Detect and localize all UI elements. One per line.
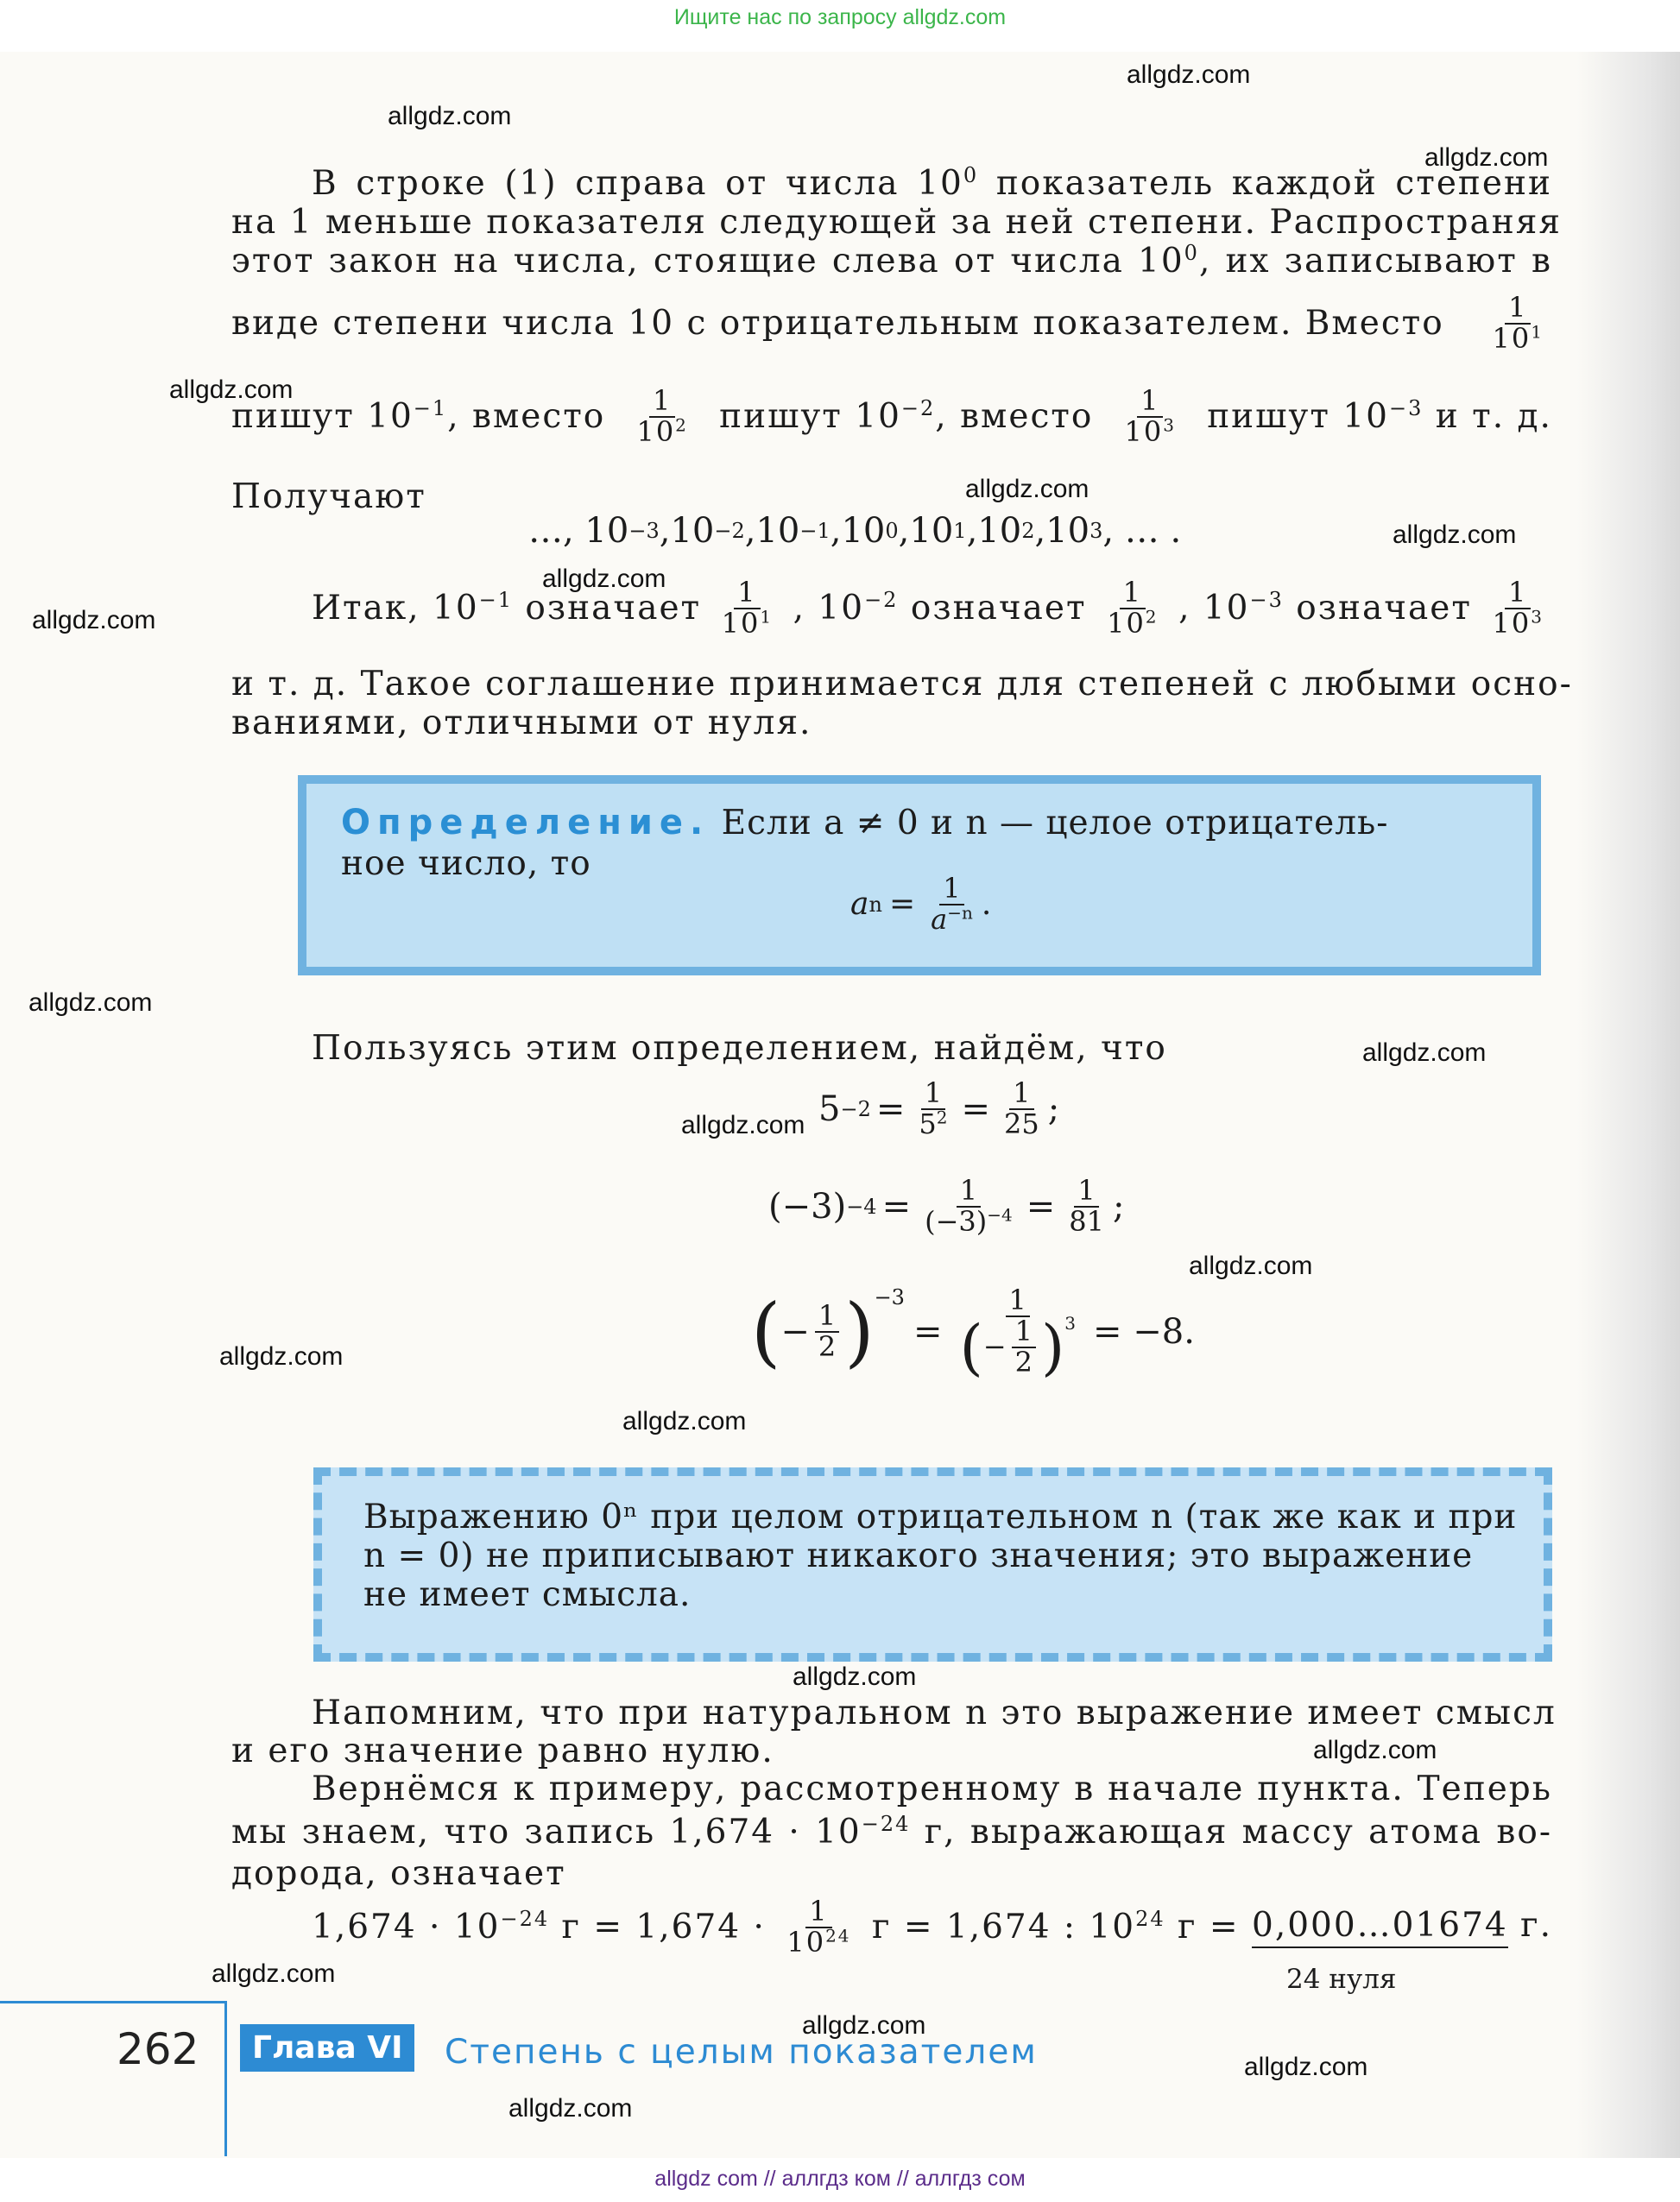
watermark[interactable]: allgdz.com (793, 1663, 917, 1691)
bottom-banner[interactable]: allgdz com // аллгдз ком // аллгдз сом (654, 2167, 1026, 2191)
paragraph-line: Напомним, что при натуральном n это выражение имеет смысл (312, 1694, 1557, 1732)
watermark[interactable]: allgdz.com (1362, 1038, 1487, 1067)
note-text: n = 0) не приписывают никакого значения; это выражение (363, 1536, 1474, 1575)
footer-rule (224, 2001, 227, 2156)
watermark[interactable]: allgdz.com (681, 1111, 805, 1139)
footer-rule (0, 2001, 226, 2003)
paragraph-line: Пользуясь этим определением, найдём, что (312, 1029, 1167, 1068)
watermark[interactable]: allgdz.com (542, 565, 666, 593)
mass-formula: $1,674 \cdot 10^{-24}$ г = 1,674 · $\frac{1}{10^{24}}$ г = 1,674 : $10^{24}$ г = 0,000…01674 г. (312, 1895, 1552, 1959)
watermark[interactable]: allgdz.com (1424, 143, 1549, 172)
paragraph-line: на 1 меньше показателя следующей за ней степени. Распространяя (231, 203, 1562, 242)
fraction: $\frac{1}{10^3}$ (1492, 576, 1544, 640)
paragraph-line: мы знаем, что запись $1,674 \cdot 10^{-24}$ г, выражающая массу атома во- (231, 1812, 1552, 1852)
note-text: не имеет смысла. (363, 1575, 692, 1614)
definition-formula: a n = $\frac{1}{a^{-n}}$ . (850, 872, 992, 936)
watermark[interactable]: allgdz.com (212, 1959, 336, 1988)
definition-text: ное число, то (341, 844, 591, 883)
power-sequence: …, 10 −3 , 10 −2 , 10 −1 , 10 0 , 10 1 , 10 2 , 10 3 , … . (528, 511, 1182, 551)
definition-title: Определение. (341, 803, 711, 842)
fraction: $\frac{1}{10^3}$ (1124, 384, 1176, 448)
chapter-title: Степень с целым показателем (445, 2033, 1038, 2072)
fraction: $\frac{1}{10^1}$ (1492, 291, 1544, 355)
watermark[interactable]: allgdz.com (1127, 60, 1251, 89)
definition-box (298, 775, 1541, 975)
example-formula: ( − $\frac{1}{2}$ ) $^{-3}$ = 1 ( − $\frac{1}{2}$ ) $^3$ = −8. (751, 1284, 1195, 1383)
paragraph-line: этот закон на числа, стоящие слева от числа $10^0$, их записывают в (231, 241, 1552, 281)
paragraph-line: и его значение равно нулю. (231, 1732, 774, 1770)
top-banner[interactable]: Ищите нас по запросу allgdz.com (673, 5, 1007, 29)
watermark[interactable]: allgdz.com (508, 2094, 633, 2123)
fraction: $\frac{1}{10^1}$ (721, 576, 774, 640)
brace-label: 24 нуля (1286, 1964, 1397, 1995)
example-formula: 5 −2 = $\frac{1}{5^2}$ = $\frac{1}{25}$ ; (818, 1076, 1060, 1140)
chapter-label: Глава VI (240, 2024, 414, 2072)
watermark[interactable]: allgdz.com (219, 1342, 344, 1371)
note-text: Выражению 0ⁿ при целом отрицательном n (так же как и при (363, 1498, 1518, 1536)
watermark[interactable]: allgdz.com (965, 475, 1089, 503)
watermark[interactable]: allgdz.com (1393, 521, 1517, 549)
watermark[interactable]: allgdz.com (1244, 2053, 1368, 2081)
definition-text: Определение. Если a ≠ 0 и n — целое отрицатель- (341, 803, 1389, 842)
paragraph-line: виде степени числа 10 с отрицательным показателем. Вместо $\frac{1}{10^1}$ (231, 293, 1552, 353)
paragraph-line: и т. д. Такое соглашение принимается для степеней с любыми осно- (231, 665, 1573, 704)
watermark[interactable]: allgdz.com (802, 2011, 926, 2040)
paragraph-line: Получают (231, 477, 426, 516)
paragraph-line: В строке (1) справа от числа $10^0$ показатель каждой степени (312, 163, 1552, 203)
watermark[interactable]: allgdz.com (32, 606, 156, 634)
paragraph-line: дорода, означает (231, 1854, 566, 1893)
watermark[interactable]: allgdz.com (622, 1407, 747, 1435)
mass-result: 0,000…01674 (1252, 1906, 1508, 1948)
fraction: $\frac{1}{10^2}$ (636, 384, 688, 448)
watermark[interactable]: allgdz.com (1313, 1736, 1437, 1764)
paragraph-line: Вернёмся к примеру, рассмотренному в начале пункта. Теперь (312, 1770, 1552, 1808)
note-box (313, 1467, 1552, 1662)
watermark[interactable]: allgdz.com (1189, 1252, 1313, 1280)
example-formula: (−3) −4 = $\frac{1}{(-3)^{-4}}$ = $\frac{1}{81}$ ; (768, 1174, 1125, 1238)
paragraph-line: Итак, $10^{-1}$ означает $\frac{1}{10^1}$ , $10^{-2}$ означает $\frac{1}{10^2}$ , $10^{-3}$ означает $\frac{1}{10^3}$ (231, 578, 1552, 638)
page-edge-shadow (1576, 52, 1680, 2158)
fraction: $\frac{1}{10^2}$ (1107, 576, 1159, 640)
paragraph-line: пишут $10^{-1}$, вместо $\frac{1}{10^2}$ пишут $10^{-2}$, вместо $\frac{1}{10^3}$ пишут $10^{-3}$ и т. д. (231, 384, 1552, 448)
watermark[interactable]: allgdz.com (388, 102, 512, 130)
watermark[interactable]: allgdz.com (28, 988, 153, 1017)
watermark[interactable]: allgdz.com (169, 375, 294, 404)
page-number: 262 (117, 2024, 199, 2074)
paragraph-line: ваниями, отличными от нуля. (231, 704, 812, 742)
